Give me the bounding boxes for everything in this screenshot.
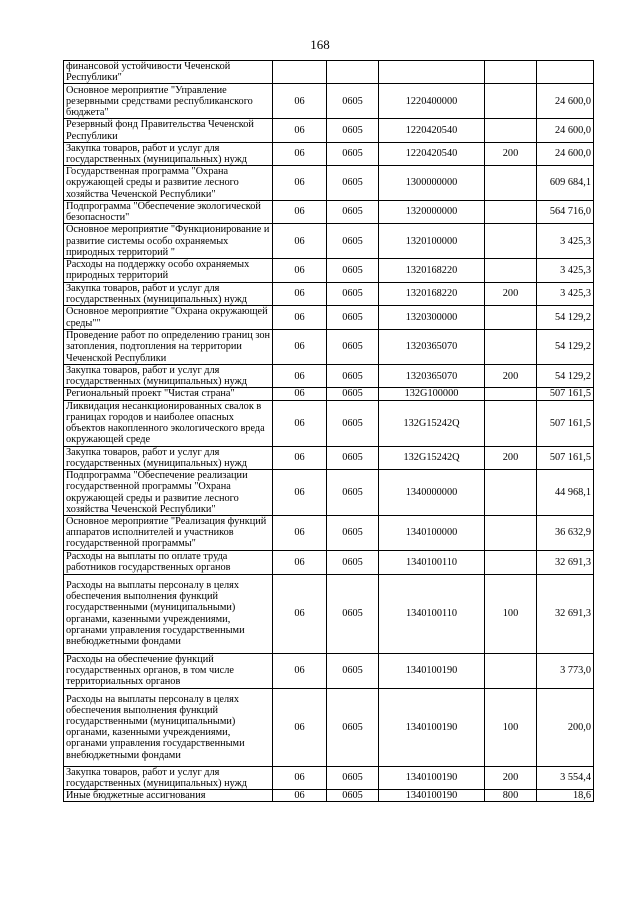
row-expense-type-cell (485, 470, 537, 516)
row-subsection-cell: 0605 (327, 200, 379, 223)
row-subsection-cell: 0605 (327, 224, 379, 259)
row-target-article-cell: 1320000000 (379, 200, 485, 223)
row-amount-cell: 32 691,3 (537, 550, 594, 574)
row-subsection-cell: 0605 (327, 688, 379, 766)
table-row (64, 653, 594, 688)
row-amount-cell: 3 425,3 (537, 282, 594, 305)
row-name-cell: Основное мероприятие "Функционирование и развитие системы особо охраняемых природных территорий " (64, 224, 273, 259)
row-name-cell: Расходы на обеспечение функций государственных органов, в том числе территориальных органов (64, 653, 273, 688)
row-expense-type-cell (485, 330, 537, 365)
row-section-cell: 06 (273, 766, 327, 789)
row-amount-cell: 44 968,1 (537, 470, 594, 516)
table-row (64, 330, 594, 365)
row-expense-type-cell: 200 (485, 446, 537, 469)
row-expense-type-cell (485, 550, 537, 574)
row-target-article-cell: 1340000000 (379, 470, 485, 516)
table-row (64, 574, 594, 653)
row-section-cell: 06 (273, 388, 327, 400)
row-target-article-cell: 132G15242Q (379, 446, 485, 469)
budget-table (63, 60, 594, 802)
row-subsection-cell: 0605 (327, 766, 379, 789)
row-section-cell: 06 (273, 516, 327, 551)
row-expense-type-cell (485, 200, 537, 223)
row-section-cell: 06 (273, 330, 327, 365)
row-amount-cell: 200,0 (537, 688, 594, 766)
row-amount-cell: 54 129,2 (537, 365, 594, 388)
row-subsection-cell: 0605 (327, 388, 379, 400)
row-amount-cell: 3 425,3 (537, 224, 594, 259)
table-row (64, 200, 594, 223)
row-subsection-cell: 0605 (327, 282, 379, 305)
row-subsection-cell: 0605 (327, 550, 379, 574)
row-section-cell: 06 (273, 653, 327, 688)
table-row (64, 470, 594, 516)
table-row (64, 119, 594, 142)
row-expense-type-cell (485, 119, 537, 142)
row-expense-type-cell: 800 (485, 790, 537, 802)
row-subsection-cell: 0605 (327, 574, 379, 653)
row-target-article-cell: 1320300000 (379, 306, 485, 330)
row-name-cell: Основное мероприятие "Реализация функций аппаратов исполнителей и участников государственной программы" (64, 516, 273, 551)
row-expense-type-cell (485, 259, 537, 282)
row-subsection-cell: 0605 (327, 84, 379, 119)
row-expense-type-cell: 200 (485, 365, 537, 388)
table-row (64, 61, 594, 84)
row-name-cell: Расходы на выплаты по оплате труда работников государственных органов (64, 550, 273, 574)
row-section-cell: 06 (273, 200, 327, 223)
row-section-cell: 06 (273, 688, 327, 766)
row-amount-cell: 507 161,5 (537, 388, 594, 400)
table-row (64, 516, 594, 551)
table-row (64, 388, 594, 400)
row-name-cell: Закупка товаров, работ и услуг для государственных (муниципальных) нужд (64, 446, 273, 469)
row-name-cell: Основное мероприятие "Управление резервными средствами республиканского бюджета" (64, 84, 273, 119)
row-section-cell: 06 (273, 400, 327, 446)
row-subsection-cell: 0605 (327, 653, 379, 688)
row-target-article-cell: 1220400000 (379, 84, 485, 119)
row-amount-cell (537, 61, 594, 84)
row-subsection-cell: 0605 (327, 166, 379, 201)
table-row (64, 306, 594, 330)
row-amount-cell: 24 600,0 (537, 142, 594, 165)
row-amount-cell: 609 684,1 (537, 166, 594, 201)
table-row (64, 400, 594, 446)
row-subsection-cell: 0605 (327, 119, 379, 142)
row-target-article-cell: 1220420540 (379, 142, 485, 165)
row-name-cell: Подпрограмма "Обеспечение экологической безопасности" (64, 200, 273, 223)
row-target-article-cell: 1320365070 (379, 365, 485, 388)
page-number: 168 (310, 37, 330, 52)
row-section-cell: 06 (273, 574, 327, 653)
row-target-article-cell: 1320100000 (379, 224, 485, 259)
row-target-article-cell: 1320365070 (379, 330, 485, 365)
row-amount-cell: 54 129,2 (537, 306, 594, 330)
row-target-article-cell: 1340100190 (379, 653, 485, 688)
row-name-cell: Закупка товаров, работ и услуг для государственных (муниципальных) нужд (64, 365, 273, 388)
row-expense-type-cell: 200 (485, 142, 537, 165)
table-row (64, 365, 594, 388)
row-section-cell: 06 (273, 550, 327, 574)
row-subsection-cell: 0605 (327, 790, 379, 802)
row-section-cell: 06 (273, 282, 327, 305)
row-subsection-cell: 0605 (327, 470, 379, 516)
row-subsection-cell: 0605 (327, 330, 379, 365)
row-section-cell: 06 (273, 790, 327, 802)
table-row (64, 446, 594, 469)
row-name-cell: финансовой устойчивости Чеченской Республики" (64, 61, 273, 84)
row-expense-type-cell (485, 516, 537, 551)
row-subsection-cell: 0605 (327, 259, 379, 282)
row-target-article-cell: 1320168220 (379, 259, 485, 282)
row-name-cell: Региональный проект "Чистая страна" (64, 388, 273, 400)
row-name-cell: Иные бюджетные ассигнования (64, 790, 273, 802)
row-subsection-cell: 0605 (327, 446, 379, 469)
row-name-cell: Основное мероприятие "Охрана окружающей среды"" (64, 306, 273, 330)
table-row (64, 224, 594, 259)
row-expense-type-cell (485, 400, 537, 446)
row-section-cell: 06 (273, 470, 327, 516)
row-section-cell: 06 (273, 224, 327, 259)
row-section-cell: 06 (273, 119, 327, 142)
row-target-article-cell: 1340100000 (379, 516, 485, 551)
row-name-cell: Закупка товаров, работ и услуг для государственных (муниципальных) нужд (64, 282, 273, 305)
row-section-cell: 06 (273, 166, 327, 201)
table-row (64, 84, 594, 119)
row-expense-type-cell: 200 (485, 766, 537, 789)
row-expense-type-cell: 100 (485, 574, 537, 653)
row-name-cell: Проведение работ по определению границ зон затопления, подтопления на территории Чеченской Республики (64, 330, 273, 365)
row-target-article-cell: 1340100110 (379, 574, 485, 653)
table-row (64, 166, 594, 201)
row-expense-type-cell: 200 (485, 282, 537, 305)
row-section-cell: 06 (273, 84, 327, 119)
table-row (64, 688, 594, 766)
row-subsection-cell: 0605 (327, 400, 379, 446)
row-target-article-cell: 132G100000 (379, 388, 485, 400)
row-target-article-cell: 1340100190 (379, 766, 485, 789)
row-expense-type-cell (485, 84, 537, 119)
row-expense-type-cell (485, 224, 537, 259)
row-name-cell: Расходы на выплаты персоналу в целях обеспечения выполнения функций государственными (муниципальными) органами, казенными учреждениями, органами управления государственными внебюджетными фондами (64, 688, 273, 766)
row-target-article-cell: 1320168220 (379, 282, 485, 305)
row-name-cell: Ликвидация несанкционированных свалок в границах городов и наиболее опасных объектов накопленного экологического вреда окружающей среде (64, 400, 273, 446)
row-expense-type-cell (485, 653, 537, 688)
table-body (64, 61, 594, 802)
row-name-cell: Государственная программа "Охрана окружающей среды и развитие лесного хозяйства Чеченской Республики" (64, 166, 273, 201)
row-section-cell: 06 (273, 306, 327, 330)
row-amount-cell: 18,6 (537, 790, 594, 802)
table-row (64, 282, 594, 305)
row-subsection-cell (327, 61, 379, 84)
row-amount-cell: 3 425,3 (537, 259, 594, 282)
table-row (64, 790, 594, 802)
row-subsection-cell: 0605 (327, 306, 379, 330)
row-subsection-cell: 0605 (327, 365, 379, 388)
row-expense-type-cell: 100 (485, 688, 537, 766)
row-amount-cell: 24 600,0 (537, 84, 594, 119)
row-amount-cell: 32 691,3 (537, 574, 594, 653)
row-target-article-cell (379, 61, 485, 84)
table-row (64, 766, 594, 789)
table-row (64, 142, 594, 165)
row-target-article-cell: 1340100190 (379, 688, 485, 766)
row-section-cell (273, 61, 327, 84)
row-amount-cell: 24 600,0 (537, 119, 594, 142)
row-amount-cell: 3 554,4 (537, 766, 594, 789)
row-expense-type-cell (485, 306, 537, 330)
row-subsection-cell: 0605 (327, 516, 379, 551)
table-row (64, 259, 594, 282)
row-subsection-cell: 0605 (327, 142, 379, 165)
row-amount-cell: 36 632,9 (537, 516, 594, 551)
row-expense-type-cell (485, 166, 537, 201)
row-target-article-cell: 1300000000 (379, 166, 485, 201)
row-expense-type-cell (485, 61, 537, 84)
row-section-cell: 06 (273, 259, 327, 282)
row-name-cell: Резервный фонд Правительства Чеченской Республики (64, 119, 273, 142)
row-amount-cell: 507 161,5 (537, 400, 594, 446)
table-row (64, 550, 594, 574)
row-section-cell: 06 (273, 446, 327, 469)
row-name-cell: Закупка товаров, работ и услуг для государственных (муниципальных) нужд (64, 766, 273, 789)
row-amount-cell: 507 161,5 (537, 446, 594, 469)
row-section-cell: 06 (273, 142, 327, 165)
row-name-cell: Расходы на поддержку особо охраняемых природных территорий (64, 259, 273, 282)
row-name-cell: Подпрограмма "Обеспечение реализации государственной программы "Охрана окружающей среды и развитие лесного хозяйства Чеченской Республики" (64, 470, 273, 516)
row-amount-cell: 3 773,0 (537, 653, 594, 688)
row-amount-cell: 564 716,0 (537, 200, 594, 223)
row-target-article-cell: 1220420540 (379, 119, 485, 142)
row-name-cell: Расходы на выплаты персоналу в целях обеспечения выполнения функций государственными (муниципальными) органами, казенными учреждениями, органами управления государственными внебюджетными фондами (64, 574, 273, 653)
row-name-cell: Закупка товаров, работ и услуг для государственных (муниципальных) нужд (64, 142, 273, 165)
row-target-article-cell: 1340100190 (379, 790, 485, 802)
row-section-cell: 06 (273, 365, 327, 388)
row-amount-cell: 54 129,2 (537, 330, 594, 365)
row-target-article-cell: 132G15242Q (379, 400, 485, 446)
row-expense-type-cell (485, 388, 537, 400)
row-target-article-cell: 1340100110 (379, 550, 485, 574)
